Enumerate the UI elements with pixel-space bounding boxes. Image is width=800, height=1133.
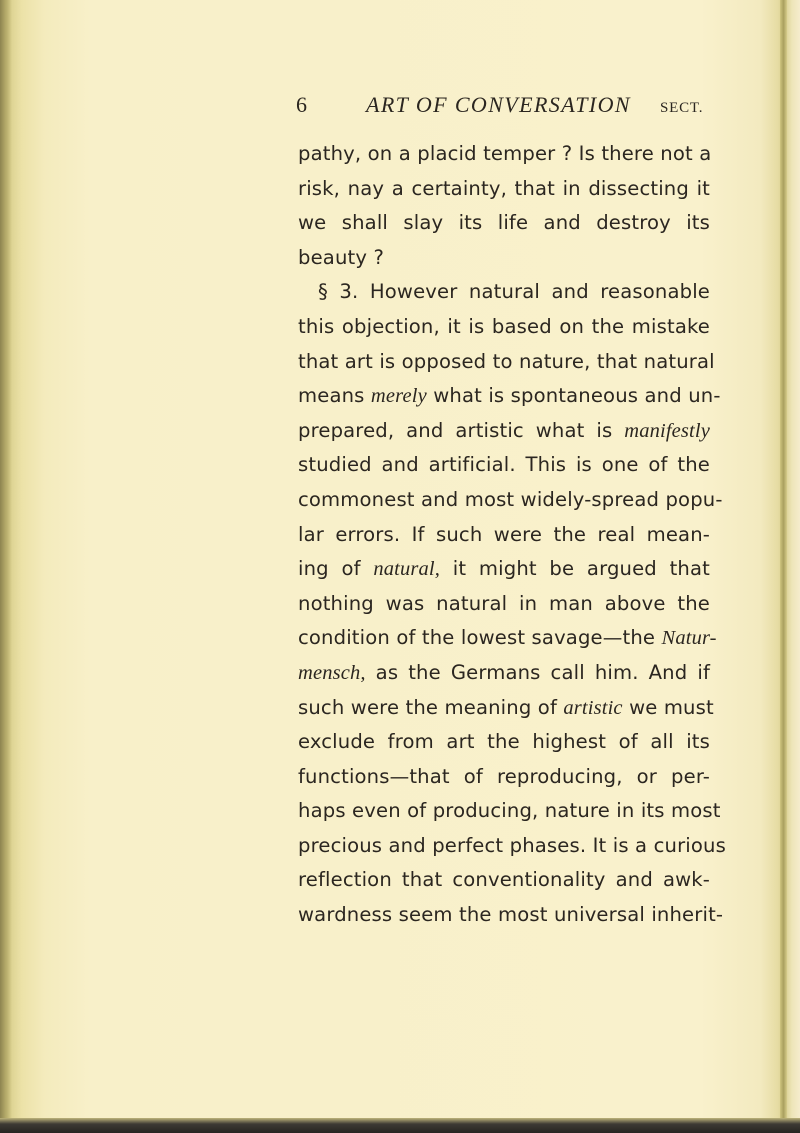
text-line (298, 621, 717, 656)
text-line (298, 172, 710, 207)
text-run: exclude from art the highest of all its (298, 730, 710, 754)
body-text (298, 137, 726, 933)
text-line (298, 863, 710, 898)
text-line (298, 898, 724, 933)
text-line (298, 725, 710, 760)
section-mark: SECT. (660, 100, 704, 116)
text-run: reflection that conventionality and awk- (298, 868, 710, 892)
text-run: this objection, it is based on the mistake (298, 314, 710, 338)
text-run: studied and artificial. This is one of the (298, 453, 710, 477)
text-line (298, 414, 710, 449)
italic-word: mensch, (298, 661, 366, 684)
page-edge-shadow (780, 0, 787, 1133)
text-line (298, 552, 710, 587)
text-line (298, 137, 710, 172)
text-line (298, 656, 710, 691)
italic-word: manifestly (624, 419, 710, 442)
text-run: pathy, on a placid temper ? Is there not a (298, 142, 712, 165)
text-line (298, 206, 710, 241)
text-run: wardness seem the most universal inherit- (298, 903, 724, 927)
italic-word: natural, (373, 558, 441, 581)
text-line (298, 691, 714, 726)
text-run: § 3. However natural and reasonable (318, 280, 710, 304)
text-line (298, 794, 721, 829)
text-run: lar errors. If such were the real mean- (298, 522, 710, 546)
text-line (298, 448, 710, 483)
text-line (298, 275, 710, 310)
text-run: haps even of producing, nature in its most (298, 799, 721, 823)
text-line (298, 345, 715, 380)
text-run: beauty ? (298, 245, 385, 269)
text-run: condition of the lowest savage—the (298, 626, 662, 650)
italic-word: Natur- (661, 627, 717, 650)
page-bottom-edge (0, 1118, 800, 1133)
text-run: what is spontaneous and un- (426, 384, 721, 408)
text-line (298, 760, 710, 795)
page-gutter-shadow (0, 0, 12, 1133)
text-run: as the Germans call him. And if (365, 660, 710, 684)
text-run: commonest and most widely-spread popu- (298, 487, 723, 511)
text-line (298, 518, 710, 553)
text-run: we must (622, 695, 714, 719)
text-run: we shall slay its life and destroy its (298, 211, 710, 235)
text-line (298, 483, 723, 518)
text-run: precious and perfect phases. It is a curious (298, 833, 726, 857)
italic-word: merely (370, 385, 427, 408)
text-run: risk, nay a certainty, that in dissecting it (298, 176, 710, 200)
text-run: it might be argued that (440, 557, 710, 581)
running-header (0, 92, 800, 126)
text-run: that art is opposed to nature, that natural (298, 349, 715, 373)
text-line (298, 379, 721, 414)
page-number: 6 (296, 92, 307, 117)
text-line (298, 587, 710, 622)
text-run: prepared, and artistic what is (298, 418, 625, 442)
text-line (298, 829, 726, 864)
text-line (298, 241, 710, 276)
text-run: nothing was natural in man above the (298, 591, 710, 615)
text-run: functions—that of reproducing, or per- (298, 764, 710, 788)
text-run: means (298, 384, 371, 408)
running-title: ART OF CONVERSATION (366, 92, 631, 117)
text-run: such were the meaning of (298, 695, 564, 719)
italic-word: artistic (563, 696, 623, 719)
text-line (298, 310, 710, 345)
text-run: ing of (298, 557, 374, 581)
